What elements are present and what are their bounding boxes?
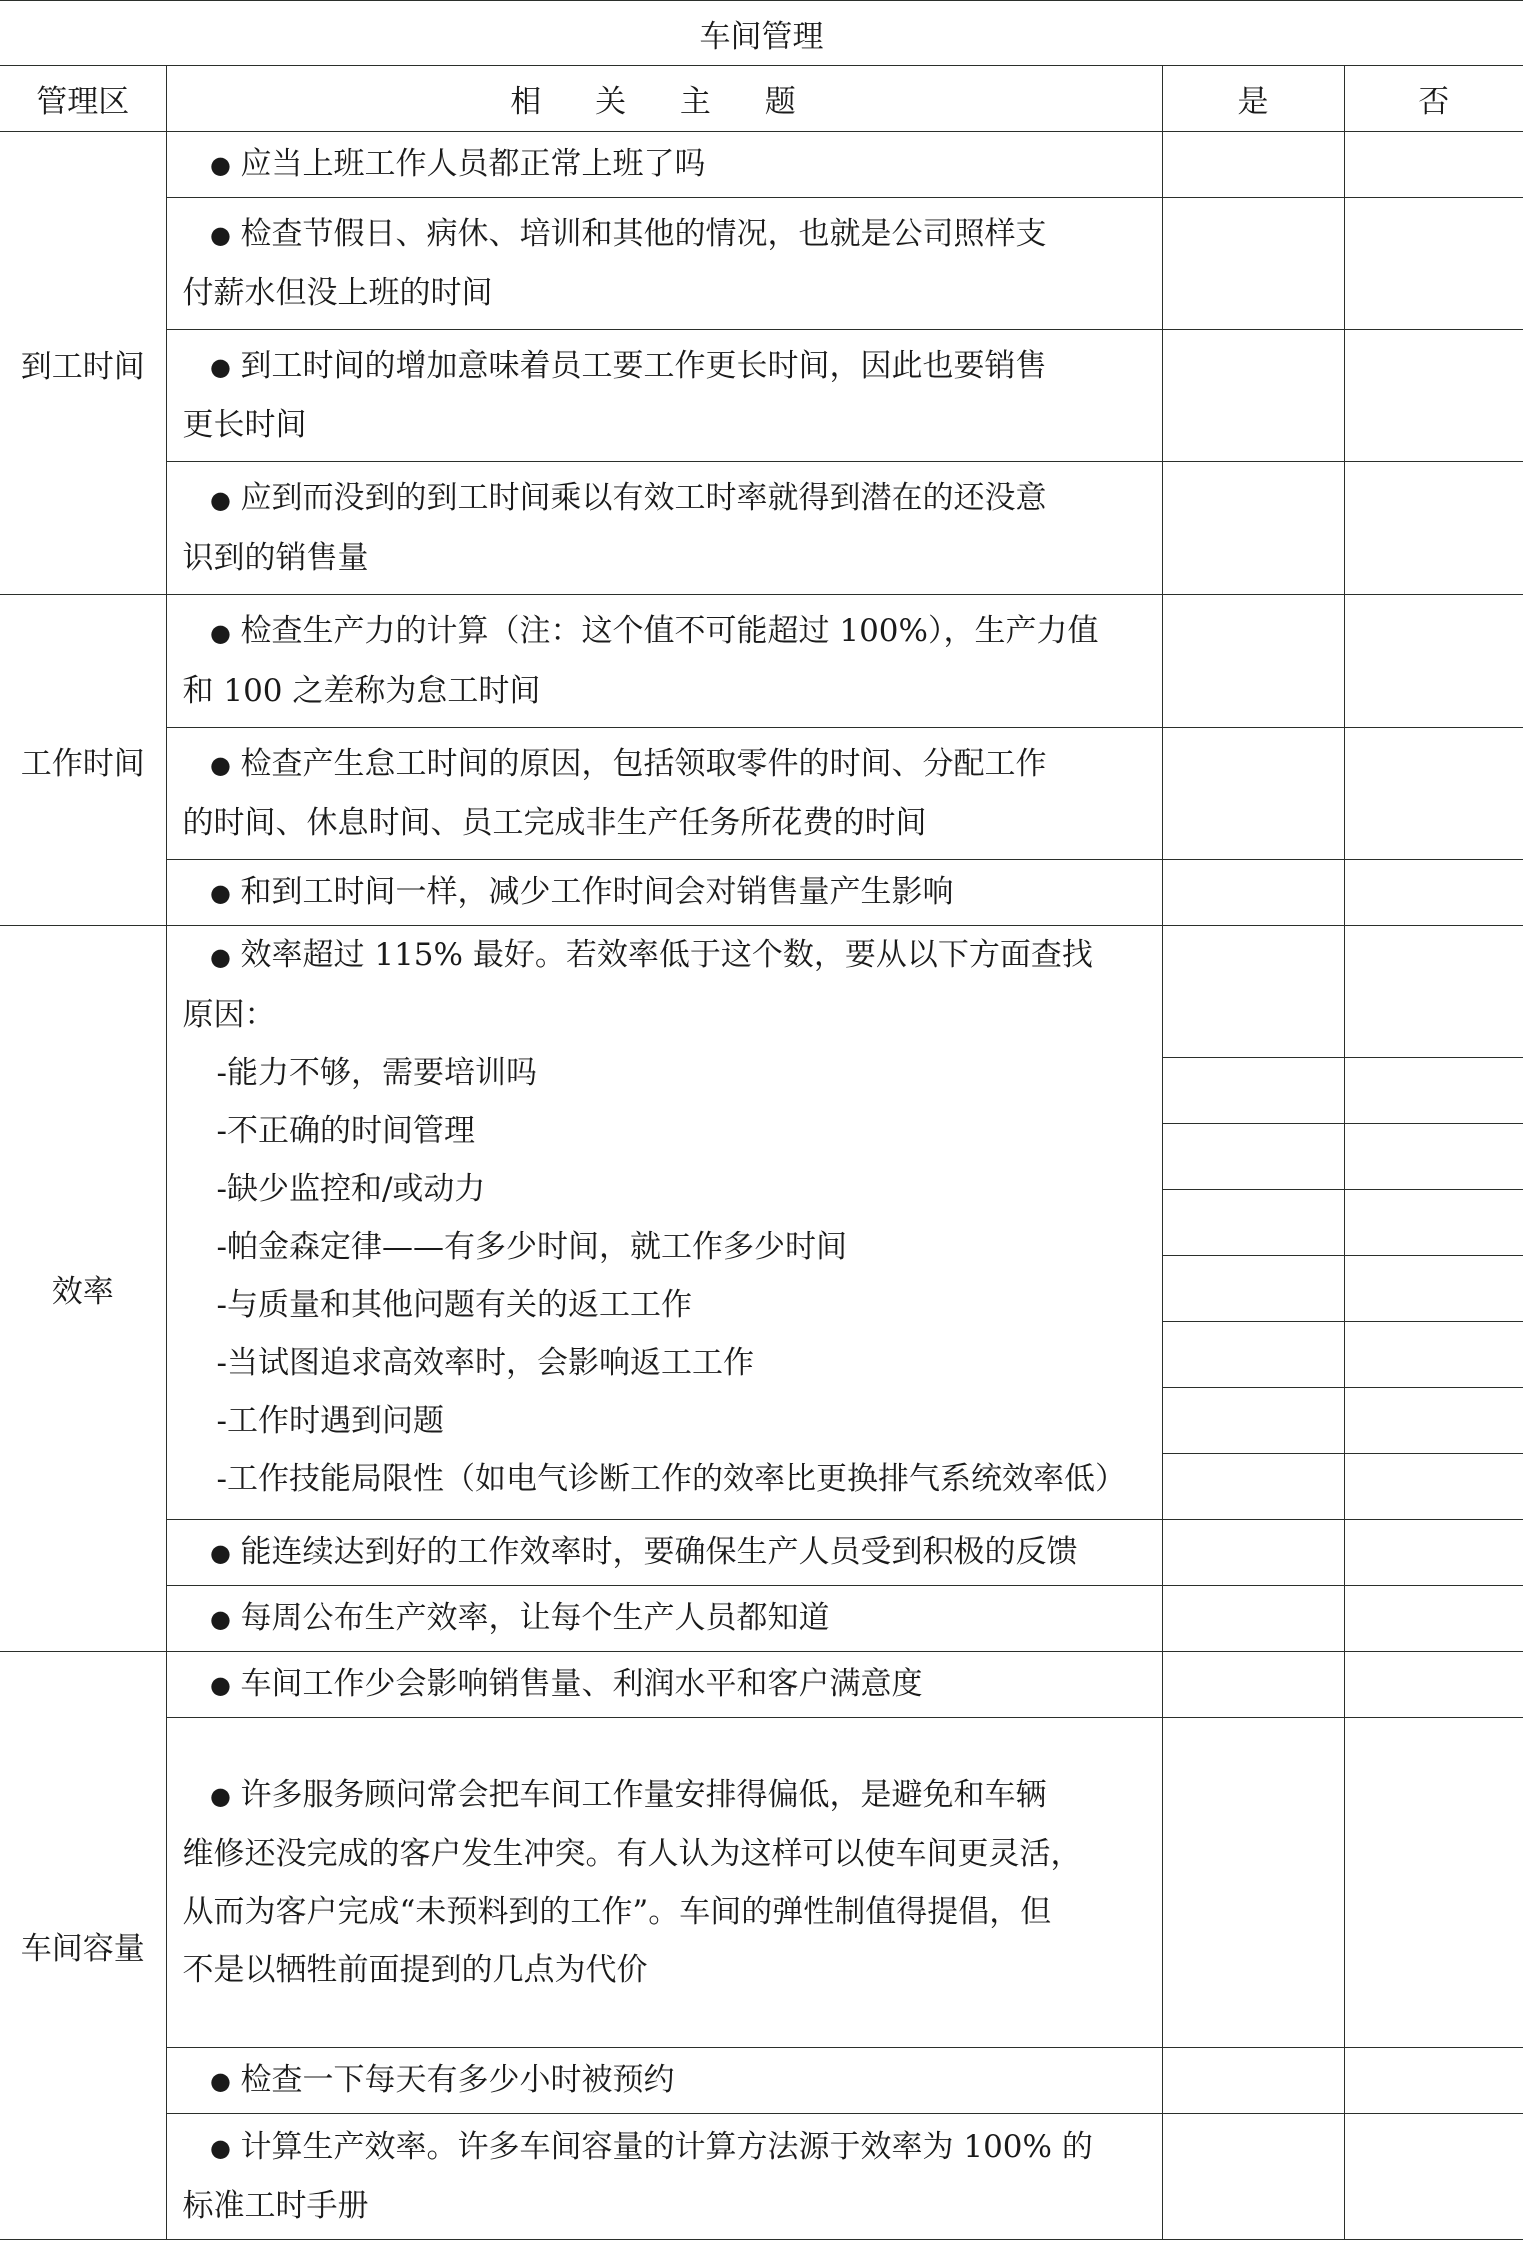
bullet-icon: ●	[210, 618, 231, 647]
topic-line: ● 检查一下每天有多少小时被预约	[183, 2051, 1146, 2111]
bullet-icon: ●	[210, 353, 231, 382]
no-checkbox-cell[interactable]	[1344, 1388, 1523, 1454]
yes-checkbox-cell[interactable]	[1162, 1586, 1344, 1652]
sub-item: -不正确的时间管理	[216, 1112, 475, 1149]
sub-item: -工作技能局限性（如电气诊断工作的效率比更换排气系统效率低）	[216, 1460, 1126, 1497]
topic-cell	[166, 595, 1162, 728]
topic-line: 原因：	[182, 996, 276, 1033]
topic-cell	[166, 1520, 1162, 1586]
topic-cell	[166, 1652, 1162, 1718]
topic-cell	[166, 462, 1162, 595]
no-checkbox-cell[interactable]	[1344, 1454, 1523, 1520]
bullet-icon: ●	[210, 1539, 231, 1568]
no-checkbox-cell[interactable]	[1344, 462, 1523, 595]
topic-line: ● 检查节假日、病休、培训和其他的情况，也就是公司照样支	[183, 205, 1146, 265]
topic-line: 更长时间	[182, 407, 307, 444]
topic-line: ● 能连续达到好的工作效率时，要确保生产人员受到积极的反馈	[183, 1523, 1146, 1583]
yes-checkbox-cell[interactable]	[1162, 2048, 1344, 2114]
no-checkbox-cell[interactable]	[1344, 330, 1523, 462]
area-cell: 车间容量	[0, 1652, 166, 2240]
bullet-icon: ●	[210, 942, 231, 971]
sub-item: -当试图追求高效率时，会影响返工工作	[216, 1344, 754, 1381]
topic-line: ● 应当上班工作人员都正常上班了吗	[183, 135, 1146, 195]
no-checkbox-cell[interactable]	[1344, 1586, 1523, 1652]
sub-item: -能力不够，需要培训吗	[216, 1054, 537, 1091]
bullet-icon: ●	[210, 1605, 231, 1634]
yes-checkbox-cell[interactable]	[1162, 1124, 1344, 1190]
no-checkbox-cell[interactable]	[1344, 1058, 1523, 1124]
topic-cell	[166, 728, 1162, 860]
bullet-icon: ●	[210, 221, 231, 250]
topic-cell	[166, 132, 1162, 198]
bullet-icon: ●	[210, 485, 231, 514]
sub-item: -帕金森定律——有多少时间，就工作多少时间	[216, 1228, 847, 1265]
no-checkbox-cell[interactable]	[1344, 1190, 1523, 1256]
no-checkbox-cell[interactable]	[1344, 2048, 1523, 2114]
yes-checkbox-cell[interactable]	[1162, 595, 1344, 728]
no-checkbox-cell[interactable]	[1344, 926, 1523, 1058]
topic-cell	[166, 198, 1162, 330]
yes-checkbox-cell[interactable]	[1162, 1322, 1344, 1388]
table-title: 车间管理	[0, 1, 1523, 66]
no-checkbox-cell[interactable]	[1344, 1520, 1523, 1586]
header-no: 否	[1344, 66, 1523, 132]
topic-line: ● 到工时间的增加意味着员工要工作更长时间，因此也要销售	[183, 337, 1146, 397]
topic-line: 的时间、休息时间、员工完成非生产任务所花费的时间	[182, 805, 927, 842]
topic-cell	[166, 2048, 1162, 2114]
yes-checkbox-cell[interactable]	[1162, 198, 1344, 330]
topic-cell	[166, 860, 1162, 926]
header-management-area: 管理区	[0, 66, 166, 132]
yes-checkbox-cell[interactable]	[1162, 462, 1344, 595]
yes-checkbox-cell[interactable]	[1162, 1256, 1344, 1322]
topic-line: 维修还没完成的客户发生冲突。有人认为这样可以使车间更灵活，	[182, 1836, 1082, 1873]
topic-line: ● 检查生产力的计算（注：这个值不可能超过 100%），生产力值	[183, 602, 1146, 662]
bullet-icon: ●	[210, 879, 231, 908]
yes-checkbox-cell[interactable]	[1162, 1718, 1344, 2048]
yes-checkbox-cell[interactable]	[1162, 330, 1344, 462]
no-checkbox-cell[interactable]	[1344, 728, 1523, 860]
topic-cell	[166, 926, 1162, 1520]
topic-line: 从而为客户完成“未预料到的工作”。车间的弹性制值得提倡，但	[182, 1894, 1052, 1931]
bullet-icon: ●	[210, 2067, 231, 2096]
no-checkbox-cell[interactable]	[1344, 860, 1523, 926]
topic-line: ● 每周公布生产效率，让每个生产人员都知道	[183, 1589, 1146, 1649]
bullet-icon: ●	[210, 2134, 231, 2163]
bullet-icon: ●	[210, 1671, 231, 1700]
topic-line: ● 应到而没到的到工时间乘以有效工时率就得到潜在的还没意	[183, 469, 1146, 529]
yes-checkbox-cell[interactable]	[1162, 1454, 1344, 1520]
no-checkbox-cell[interactable]	[1344, 1322, 1523, 1388]
area-cell: 工作时间	[0, 595, 166, 926]
bullet-icon: ●	[210, 151, 231, 180]
topic-line: ● 车间工作少会影响销售量、利润水平和客户满意度	[183, 1655, 1146, 1715]
sub-item: -工作时遇到问题	[216, 1402, 444, 1439]
topic-line: 和 100 之差称为怠工时间	[182, 672, 541, 709]
no-checkbox-cell[interactable]	[1344, 198, 1523, 330]
topic-line: 付薪水但没上班的时间	[182, 275, 493, 312]
area-cell: 到工时间	[0, 132, 166, 595]
yes-checkbox-cell[interactable]	[1162, 926, 1344, 1058]
no-checkbox-cell[interactable]	[1344, 1652, 1523, 1718]
topic-cell	[166, 330, 1162, 462]
yes-checkbox-cell[interactable]	[1162, 1058, 1344, 1124]
topic-line: ● 和到工时间一样，减少工作时间会对销售量产生影响	[183, 863, 1146, 923]
yes-checkbox-cell[interactable]	[1162, 1388, 1344, 1454]
yes-checkbox-cell[interactable]	[1162, 1520, 1344, 1586]
header-yes: 是	[1162, 66, 1344, 132]
topic-line: ● 检查产生怠工时间的原因，包括领取零件的时间、分配工作	[183, 735, 1146, 795]
yes-checkbox-cell[interactable]	[1162, 132, 1344, 198]
yes-checkbox-cell[interactable]	[1162, 860, 1344, 926]
yes-checkbox-cell[interactable]	[1162, 728, 1344, 860]
topic-line: 标准工时手册	[182, 2188, 369, 2225]
sub-item: -缺少监控和/或动力	[216, 1170, 486, 1207]
no-checkbox-cell[interactable]	[1344, 2114, 1523, 2240]
yes-checkbox-cell[interactable]	[1162, 1652, 1344, 1718]
topic-line: ● 许多服务顾问常会把车间工作量安排得偏低，是避免和车辆	[183, 1766, 1146, 1826]
no-checkbox-cell[interactable]	[1344, 595, 1523, 728]
yes-checkbox-cell[interactable]	[1162, 2114, 1344, 2240]
topic-line: 识到的销售量	[182, 539, 369, 576]
topic-line: 不是以牺牲前面提到的几点为代价	[182, 1952, 648, 1989]
bullet-icon: ●	[210, 751, 231, 780]
topic-line: ● 计算生产效率。许多车间容量的计算方法源于效率为 100% 的	[183, 2118, 1146, 2178]
area-cell: 效率	[0, 926, 166, 1652]
no-checkbox-cell[interactable]	[1344, 132, 1523, 198]
header-related-topic: 相 关 主 题	[166, 66, 1162, 132]
no-checkbox-cell[interactable]	[1344, 1718, 1523, 2048]
no-checkbox-cell[interactable]	[1344, 1124, 1523, 1190]
bullet-icon: ●	[210, 1782, 231, 1811]
yes-checkbox-cell[interactable]	[1162, 1190, 1344, 1256]
topic-line: ● 效率超过 115% 最好。若效率低于这个数，要从以下方面查找	[183, 926, 1146, 986]
topic-cell	[166, 1586, 1162, 1652]
topic-cell	[166, 2114, 1162, 2240]
sub-item: -与质量和其他问题有关的返工工作	[216, 1286, 692, 1323]
no-checkbox-cell[interactable]	[1344, 1256, 1523, 1322]
topic-cell	[166, 1718, 1162, 2048]
